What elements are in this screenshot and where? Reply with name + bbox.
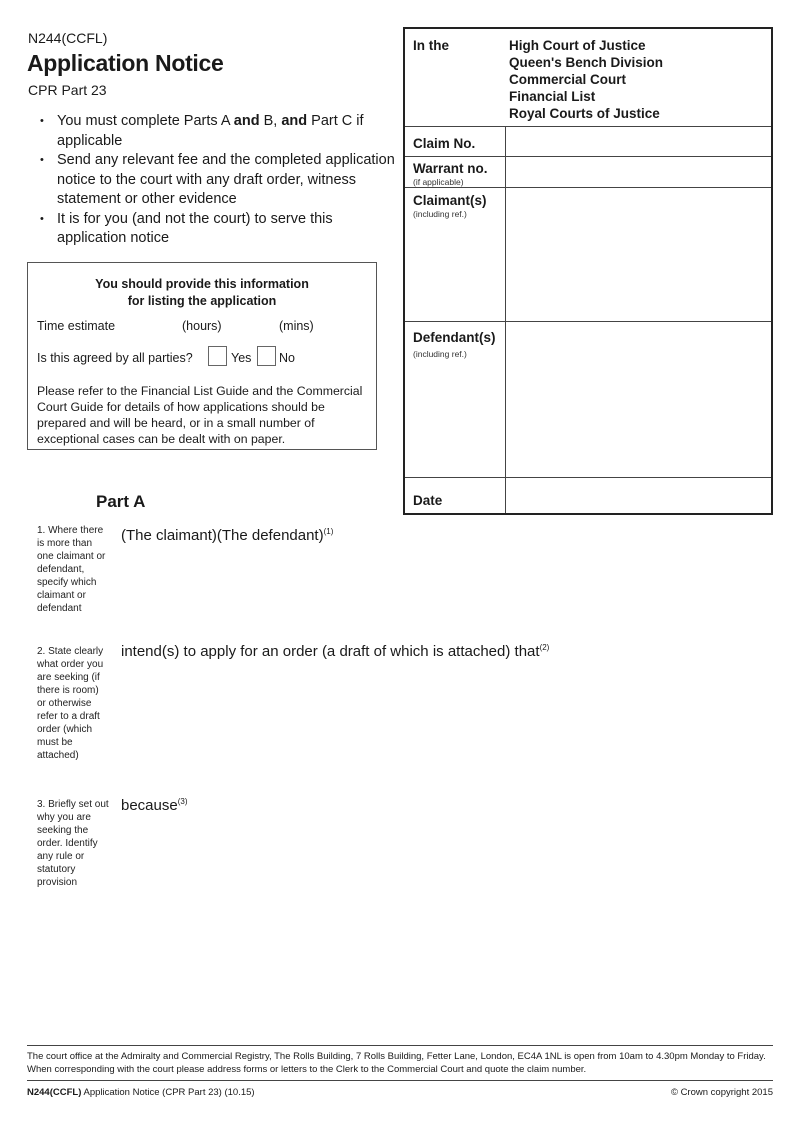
listing-info-box: [27, 262, 377, 450]
claim-no-label: Claim No.: [413, 136, 476, 151]
court-name: High Court of Justice Queen's Bench Division Commercial Court Financial List Royal Courts of Justice: [509, 38, 663, 121]
listing-heading: You should provide this information for listing the application: [95, 277, 309, 308]
court-details-box: [403, 27, 773, 515]
time-estimate-label: Time estimate: [37, 319, 116, 333]
date-row[interactable]: [405, 477, 771, 516]
warrant-no-row[interactable]: [405, 156, 771, 188]
claimants-hint: (including ref.): [413, 209, 467, 219]
in-the-label: In the: [413, 38, 449, 53]
section-1-statement[interactable]: (The claimant)(The defendant)$^{(1)}$: [121, 527, 334, 544]
instruction-item: • It is for you (and not the court) to serve this application notice: [38, 210, 398, 249]
mins-field[interactable]: (mins): [279, 319, 314, 333]
instruction-item: • Send any relevant fee and the completed application notice to the court with any draft order, witness statement or other evidence: [38, 151, 398, 210]
claimants-row[interactable]: [405, 187, 771, 322]
defendants-hint: (including ref.): [413, 349, 467, 359]
listing-guidance: Please refer to the Financial List Guide and the Commercial Court Guide for details of how applications should be prepared and will be heard, or in a small number of exceptional cases can be dealt with on paper.: [37, 384, 363, 446]
footer-form-reference: N244(CCFL) Application Notice (CPR Part 23) (10.15): [27, 1087, 255, 1098]
section-2-note: 2. State clearly what order you are seeking (if there is room) or otherwise refer to a draft order (which must be attached): [37, 646, 104, 761]
page-title: Application Notice: [27, 50, 224, 76]
date-label: Date: [413, 493, 443, 508]
no-label: No: [279, 351, 295, 365]
agreed-yes-checkbox[interactable]: [208, 346, 227, 366]
defendants-row[interactable]: [405, 321, 771, 478]
section-2-statement[interactable]: intend(s) to apply for an order (a draft of which is attached) that$^{(2)}$: [121, 643, 550, 660]
defendants-label: Defendant(s): [413, 330, 496, 345]
claimants-label: Claimant(s): [413, 193, 487, 208]
footer-divider: [27, 1045, 773, 1046]
instructions-list: [38, 112, 398, 249]
footer-copyright: © Crown copyright 2015: [670, 1087, 773, 1098]
footer-court-office: The court office at the Admiralty and Commercial Registry, The Rolls Building, 7 Rolls Building, Fetter Lane, London, EC4A 1NL is open from 10am to 4.30pm Monday to Friday. When corresponding with the court please address forms or letters to the Clerk to the Commercial Court and quote the claim number.: [27, 1051, 766, 1075]
hours-field[interactable]: (hours): [182, 319, 222, 333]
warrant-no-hint: (if applicable): [413, 177, 464, 187]
yes-label: Yes: [231, 351, 252, 365]
cpr-reference: CPR Part 23: [28, 82, 107, 98]
agreed-no-checkbox[interactable]: [257, 346, 276, 366]
part-a-heading: Part A: [96, 492, 146, 511]
form-code: N244(CCFL): [28, 30, 108, 46]
warrant-no-label: Warrant no.: [413, 161, 488, 176]
claim-no-row[interactable]: [405, 126, 771, 157]
agreed-question: Is this agreed by all parties?: [37, 351, 193, 365]
section-3-note: 3. Briefly set out why you are seeking the order. Identify any rule or statutory provision: [37, 799, 109, 888]
instruction-item: • You must complete Parts A and B, and Part C if applicable: [38, 112, 398, 151]
footer-divider: [27, 1080, 773, 1081]
section-1-note: 1. Where there is more than one claimant or defendant, specify which claimant or defendant: [37, 525, 106, 614]
section-3-statement[interactable]: because$^{(3)}$: [121, 797, 188, 814]
